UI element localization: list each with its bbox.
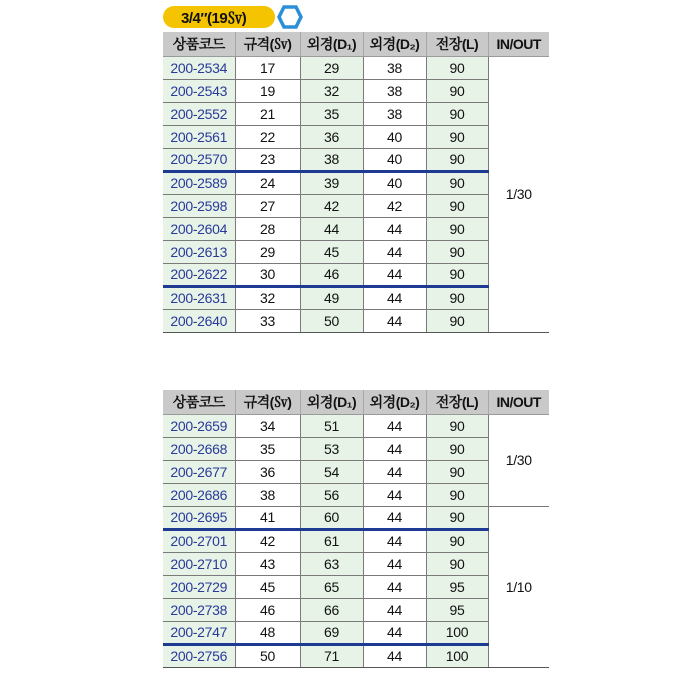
product-code: 200-2695: [163, 506, 235, 529]
d2-value: 44: [363, 263, 426, 286]
spec-table-2: [163, 390, 549, 668]
size-value: 34: [235, 414, 300, 437]
size-value: 21: [235, 102, 300, 125]
col-header-size: 규격(㏜): [235, 32, 300, 56]
d1-value: 53: [300, 437, 363, 460]
size-value: 36: [235, 460, 300, 483]
d2-value: 38: [363, 79, 426, 102]
size-value: 32: [235, 286, 300, 309]
product-code: 200-2561: [163, 125, 235, 148]
size-value: 28: [235, 217, 300, 240]
d2-value: 42: [363, 194, 426, 217]
size-value: 17: [235, 56, 300, 79]
col-header-d1: 외경(D₁): [300, 32, 363, 56]
size-value: 23: [235, 148, 300, 171]
d1-value: 65: [300, 575, 363, 598]
d2-value: 44: [363, 240, 426, 263]
in-out-value: 1/10: [488, 506, 549, 667]
size-value: 43: [235, 552, 300, 575]
d2-value: 44: [363, 309, 426, 332]
product-code: 200-2543: [163, 79, 235, 102]
product-code: 200-2747: [163, 621, 235, 644]
size-value: 38: [235, 483, 300, 506]
d2-value: 38: [363, 56, 426, 79]
col-header-size: 규격(㏜): [235, 390, 300, 414]
d1-value: 54: [300, 460, 363, 483]
d1-value: 50: [300, 309, 363, 332]
product-code: 200-2668: [163, 437, 235, 460]
d1-value: 36: [300, 125, 363, 148]
length-value: 90: [426, 171, 488, 194]
d2-value: 44: [363, 506, 426, 529]
product-code: 200-2570: [163, 148, 235, 171]
d2-value: 44: [363, 598, 426, 621]
d2-value: 40: [363, 148, 426, 171]
length-value: 90: [426, 217, 488, 240]
length-value: 90: [426, 194, 488, 217]
d1-value: 56: [300, 483, 363, 506]
size-value: 24: [235, 171, 300, 194]
product-code: 200-2710: [163, 552, 235, 575]
product-code: 200-2640: [163, 309, 235, 332]
d2-value: 44: [363, 483, 426, 506]
length-value: 90: [426, 529, 488, 552]
d2-value: 44: [363, 460, 426, 483]
product-code: 200-2701: [163, 529, 235, 552]
product-code: 200-2598: [163, 194, 235, 217]
size-value: 50: [235, 644, 300, 667]
length-value: 100: [426, 621, 488, 644]
product-code: 200-2738: [163, 598, 235, 621]
d2-value: 44: [363, 575, 426, 598]
d1-value: 35: [300, 102, 363, 125]
table-header-row: [163, 32, 549, 56]
product-code: 200-2613: [163, 240, 235, 263]
d1-value: 39: [300, 171, 363, 194]
length-value: 90: [426, 460, 488, 483]
size-value: 45: [235, 575, 300, 598]
size-value: 46: [235, 598, 300, 621]
size-value: 29: [235, 240, 300, 263]
length-value: 90: [426, 125, 488, 148]
in-out-value: 1/30: [488, 414, 549, 506]
size-value: 35: [235, 437, 300, 460]
length-value: 90: [426, 148, 488, 171]
d1-value: 29: [300, 56, 363, 79]
length-value: 90: [426, 309, 488, 332]
length-value: 90: [426, 552, 488, 575]
size-value: 22: [235, 125, 300, 148]
product-code: 200-2589: [163, 171, 235, 194]
d2-value: 44: [363, 552, 426, 575]
col-header-d2: 외경(D₂): [363, 390, 426, 414]
length-value: 90: [426, 483, 488, 506]
size-value: 48: [235, 621, 300, 644]
d2-value: 44: [363, 286, 426, 309]
length-value: 90: [426, 286, 488, 309]
d1-value: 44: [300, 217, 363, 240]
d1-value: 42: [300, 194, 363, 217]
d2-value: 44: [363, 217, 426, 240]
d2-value: 44: [363, 621, 426, 644]
size-label: 3/4″(19㏜): [181, 9, 247, 27]
d2-value: 40: [363, 125, 426, 148]
col-header-in-out: IN/OUT: [488, 32, 549, 56]
d1-value: 32: [300, 79, 363, 102]
length-value: 100: [426, 644, 488, 667]
d1-value: 49: [300, 286, 363, 309]
spec-table-1: [163, 32, 549, 333]
size-value: 27: [235, 194, 300, 217]
product-code: 200-2631: [163, 286, 235, 309]
length-value: 90: [426, 79, 488, 102]
size-value: 33: [235, 309, 300, 332]
d2-value: 44: [363, 414, 426, 437]
d2-value: 44: [363, 437, 426, 460]
product-code: 200-2729: [163, 575, 235, 598]
length-value: 90: [426, 240, 488, 263]
d1-value: 61: [300, 529, 363, 552]
size-value: 42: [235, 529, 300, 552]
table-row: [163, 56, 549, 79]
size-value: 30: [235, 263, 300, 286]
table-header-row: [163, 390, 549, 414]
product-code: 200-2622: [163, 263, 235, 286]
d1-value: 60: [300, 506, 363, 529]
col-header-code: 상품코드: [163, 32, 235, 56]
length-value: 90: [426, 102, 488, 125]
d2-value: 38: [363, 102, 426, 125]
length-value: 90: [426, 506, 488, 529]
col-header-d1: 외경(D₁): [300, 390, 363, 414]
d2-value: 44: [363, 529, 426, 552]
d1-value: 71: [300, 644, 363, 667]
product-code: 200-2686: [163, 483, 235, 506]
product-code: 200-2604: [163, 217, 235, 240]
size-value: 41: [235, 506, 300, 529]
length-value: 90: [426, 56, 488, 79]
length-value: 90: [426, 263, 488, 286]
in-out-value: 1/30: [488, 56, 549, 332]
product-code: 200-2756: [163, 644, 235, 667]
d1-value: 38: [300, 148, 363, 171]
col-header-in-out: IN/OUT: [488, 390, 549, 414]
product-code: 200-2534: [163, 56, 235, 79]
product-code: 200-2552: [163, 102, 235, 125]
d2-value: 40: [363, 171, 426, 194]
hexagon-icon: [277, 5, 303, 29]
length-value: 90: [426, 414, 488, 437]
d1-value: 66: [300, 598, 363, 621]
d2-value: 44: [363, 644, 426, 667]
col-header-length: 전장(L): [426, 32, 488, 56]
length-value: 95: [426, 575, 488, 598]
size-value: 19: [235, 79, 300, 102]
table-row: [163, 506, 549, 529]
size-badge: [163, 6, 275, 28]
d1-value: 63: [300, 552, 363, 575]
d1-value: 69: [300, 621, 363, 644]
length-value: 95: [426, 598, 488, 621]
product-code: 200-2677: [163, 460, 235, 483]
product-code: 200-2659: [163, 414, 235, 437]
col-header-d2: 외경(D₂): [363, 32, 426, 56]
d1-value: 51: [300, 414, 363, 437]
d1-value: 46: [300, 263, 363, 286]
col-header-code: 상품코드: [163, 390, 235, 414]
length-value: 90: [426, 437, 488, 460]
col-header-length: 전장(L): [426, 390, 488, 414]
d1-value: 45: [300, 240, 363, 263]
table-row: [163, 414, 549, 437]
